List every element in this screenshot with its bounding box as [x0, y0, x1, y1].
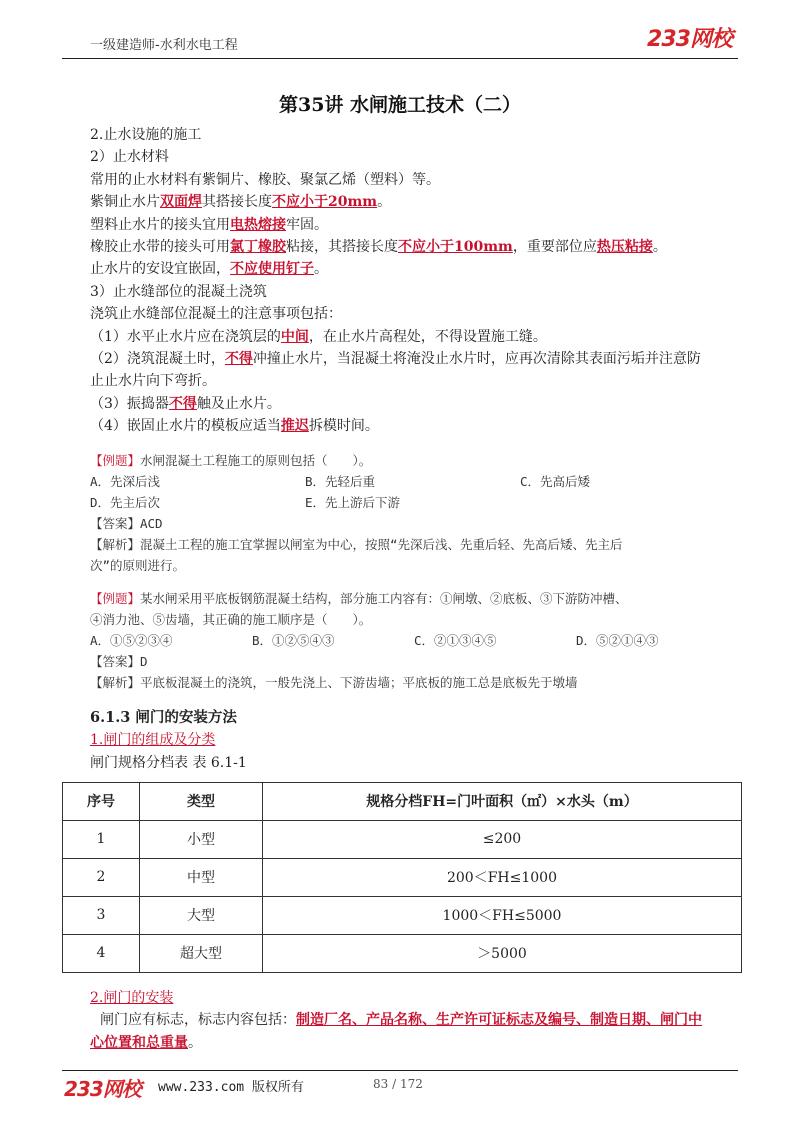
list-item: （1）水平止水片应在浇筑层的中间，在止水片高程处，不得设置施工缝。 [90, 328, 547, 345]
table-cell: 小型 [140, 820, 263, 858]
option-d: D．先主后次 [90, 494, 161, 510]
paragraph-cont: 心位置和总重量。 [90, 1034, 202, 1051]
table-cell: 200＜FH≤1000 [263, 858, 742, 896]
option-a: A．先深后浅 [90, 473, 161, 489]
table-cell: 4 [63, 934, 140, 972]
example-block-1 [90, 450, 730, 576]
table-caption: 闸门规格分档表 表 6.1-1 [90, 754, 247, 771]
highlight: 不应小于20mm [272, 194, 378, 211]
subheading-gate-composition: 1.闸门的组成及分类 [90, 732, 216, 749]
example-question: 某水闸采用平底板钢筋混凝土结构，部分施工内容有：①闸墩、②底板、③下游防冲槽、 [140, 590, 628, 606]
highlight: 电热熔接 [230, 216, 286, 233]
paragraph: 常用的止水材料有紫铜片、橡胶、聚氯乙烯（塑料）等。 [90, 171, 440, 188]
table-cell: 1 [63, 820, 140, 858]
highlight: 中间 [280, 328, 309, 345]
paragraph: 紫铜止水片双面焊其搭接长度不应小于20mm。 [90, 194, 392, 211]
header-doc-title: 一级建造师-水利水电工程 [90, 38, 238, 53]
table-header-row [63, 782, 742, 820]
logo-text: 网校 [102, 1077, 141, 1101]
highlight: 不应小于100mm [398, 239, 513, 256]
list-item: （3）振捣器不得触及止水片。 [90, 395, 281, 412]
table-row [63, 858, 742, 896]
table-row [63, 820, 742, 858]
example-answer: 【答案】D [90, 653, 148, 669]
table-cell: 2 [63, 858, 140, 896]
table-cell: ＞5000 [263, 934, 742, 972]
document-body [87, 124, 730, 1054]
subheading-gate-install: 2.闸门的安装 [90, 989, 174, 1006]
table-cell: 中型 [140, 858, 263, 896]
option-c: C．②①③④⑤ [414, 632, 497, 648]
option-e: E．先上游后下游 [305, 494, 401, 510]
page-number: 83 / 172 [373, 1077, 423, 1091]
subheading-materials: 2）止水材料 [90, 149, 169, 166]
brand-logo [647, 22, 732, 53]
highlight: 氯丁橡胶 [230, 239, 286, 256]
highlight: 不应使用钉子 [230, 261, 314, 278]
highlight: 热压粘接 [596, 239, 653, 256]
list-item-continued: 止止水片向下弯折。 [90, 373, 216, 390]
option-b: B．先轻后重 [305, 473, 376, 489]
table-header: 序号 [63, 782, 140, 820]
list-item: （4）嵌固止水片的模板应适当推迟拆模时间。 [90, 418, 379, 435]
example-block-2 [90, 588, 730, 693]
paragraph: 塑料止水片的接头宜用电热熔接牢固。 [90, 216, 328, 233]
example-analysis: 【解析】混凝土工程的施工宜掌握以闸室为中心，按照“先深后浅、先重后轻、先高后矮、先主后 [90, 536, 623, 552]
example-analysis: 【解析】平底板混凝土的浇筑，一般先浇上、下游齿墙；平底板的施工总是底板先于墩墙 [90, 674, 578, 690]
table-cell: ≤200 [263, 820, 742, 858]
subheading-concrete: 3）止水缝部位的混凝土浇筑 [90, 283, 267, 300]
example-question: 水闸混凝土工程施工的原则包括（ ）。 [140, 452, 372, 468]
table-cell: 超大型 [140, 934, 263, 972]
table-cell: 1000＜FH≤5000 [263, 896, 742, 934]
highlight: 心位置和总重量 [90, 1034, 188, 1051]
logo-number: 233 [647, 27, 690, 52]
page-title: 第35讲 水闸施工技术（二） [278, 94, 522, 116]
paragraph: 止水片的安设宜嵌固，不应使用钉子。 [90, 261, 328, 278]
option-a: A．①⑤②③④ [90, 632, 173, 648]
example-question-cont: ④消力池、⑤齿墙，其正确的施工顺序是（ ）。 [90, 611, 372, 627]
table-row [63, 896, 742, 934]
footer-site: www.233.com 版权所有 [158, 1080, 304, 1095]
example-answer: 【答案】ACD [90, 515, 163, 531]
example-label: 【例题】 [90, 452, 141, 468]
table-row [63, 934, 742, 972]
table-header: 类型 [140, 782, 263, 820]
paragraph: 浇筑止水缝部位混凝土的注意事项包括： [90, 306, 342, 323]
list-item: （2）浇筑混凝土时，不得冲撞止水片，当混凝土将淹没止水片时，应再次清除其表面污垢并注意防 [90, 351, 701, 368]
highlight: 双面焊 [160, 194, 202, 211]
paragraph: 橡胶止水带的接头可用氯丁橡胶粘接，其搭接长度不应小于100mm，重要部位应热压粘接。 [90, 239, 667, 256]
example-label: 【例题】 [90, 590, 141, 606]
highlight: 不得 [168, 395, 197, 412]
highlight: 制造厂名、产品名称、生产许可证标志及编号、制造日期、闸门中 [296, 1012, 702, 1029]
paragraph: 闸门应有标志，标志内容包括：制造厂名、产品名称、生产许可证标志及编号、制造日期、闸门中 [100, 1012, 702, 1029]
footer-divider [62, 1070, 738, 1071]
footer-logo [64, 1073, 141, 1102]
section-heading-waterstop: 2.止水设施的施工 [90, 127, 202, 143]
gate-spec-table [62, 782, 742, 973]
option-b: B．①②⑤④③ [252, 632, 335, 648]
table-cell: 3 [63, 896, 140, 934]
logo-text: 网校 [689, 27, 732, 52]
table-header: 规格分档FH=门叶面积（㎡）×水头（m） [263, 782, 742, 820]
option-c: C．先高后矮 [520, 473, 591, 489]
header-divider [62, 58, 738, 59]
table-cell: 大型 [140, 896, 263, 934]
highlight: 不得 [224, 351, 253, 368]
highlight: 推迟 [280, 418, 309, 435]
example-analysis-cont: 次”的原则进行。 [90, 557, 186, 573]
option-d: D．⑤②①④③ [576, 632, 659, 648]
logo-number: 233 [64, 1077, 103, 1101]
section-heading-gate-install: 6.1.3 闸门的安装方法 [90, 708, 237, 726]
